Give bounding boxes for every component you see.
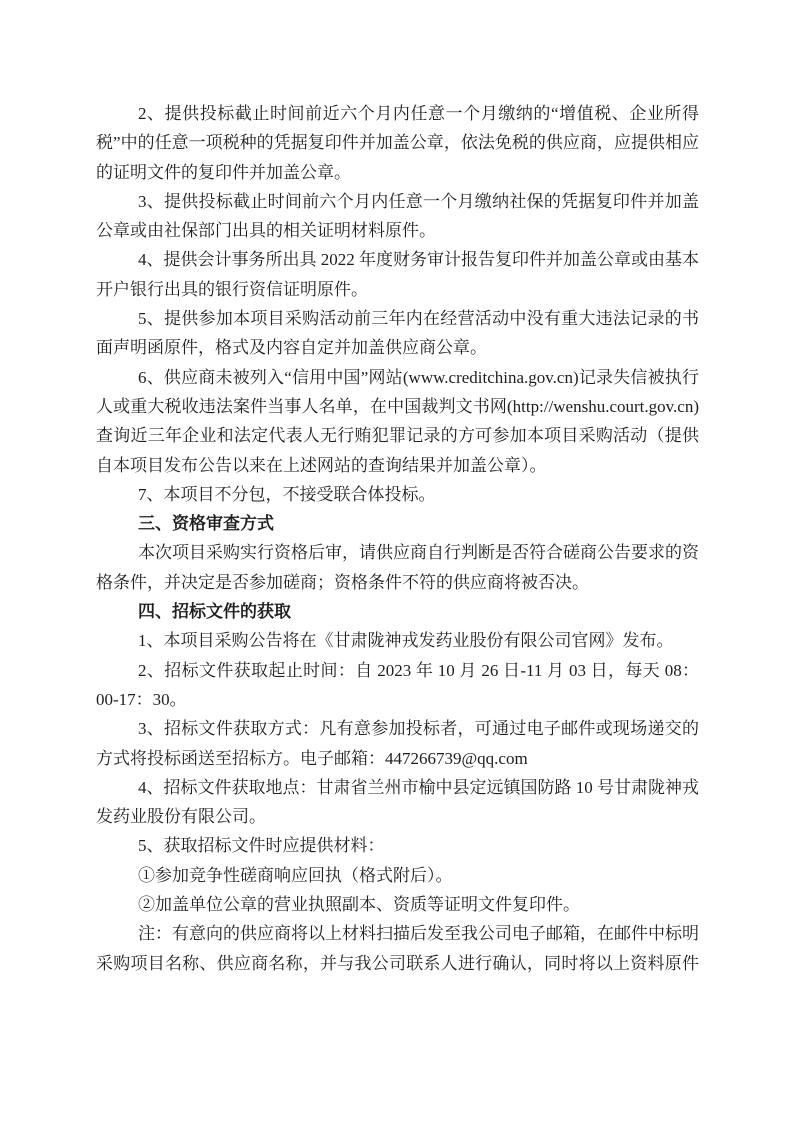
- paragraph: 2、招标文件获取起止时间：自 2023 年 10 月 26 日-11 月 03 日，每天 08：00-17：30。: [96, 660, 700, 709]
- latin-text: 10: [575, 777, 593, 797]
- latin-text: 4: [138, 250, 147, 270]
- latin-text: 10: [437, 660, 455, 680]
- latin-text: 1: [138, 631, 147, 651]
- latin-text: 2023: [377, 660, 412, 680]
- paragraph: 2、提供投标截止时间前近六个月内任意一个月缴纳的“增值税、企业所得税”中的任意一项税种的凭据复印件并加盖公章，依法免税的供应商，应提供相应的证明文件的复印件并加盖公章。: [96, 104, 699, 182]
- paragraph: ①参加竞争性磋商响应回执（格式附后）。: [138, 865, 453, 885]
- latin-text: 26: [481, 660, 499, 680]
- latin-text: 30: [152, 689, 170, 709]
- latin-text: -11: [520, 660, 543, 680]
- paragraph: 3、招标文件获取方式：凡有意参加投标者，可通过电子邮件或现场递交的方式将投标函送至招标方。电子邮箱：447266739@qq.com: [96, 719, 699, 768]
- latin-text: 2022: [320, 250, 355, 270]
- latin-text: 2: [138, 660, 147, 680]
- latin-text: 03: [569, 660, 586, 680]
- latin-text: 08: [664, 660, 682, 680]
- latin-text: 5: [138, 836, 147, 856]
- paragraph: 4、提供会计事务所出具 2022 年度财务审计报告复印件并加盖公章或由基本开户银行出具的银行资信证明原件。: [96, 250, 699, 299]
- section-heading: 三、资格审查方式: [138, 514, 274, 534]
- latin-text: 2: [138, 104, 147, 123]
- latin-text: 4: [138, 777, 147, 797]
- latin-text: 7: [138, 484, 147, 504]
- latin-text: (www.creditchina.gov.cn): [402, 367, 579, 387]
- latin-text: 3: [138, 719, 147, 739]
- paragraph: 本次项目采购实行资格后审，请供应商自行判断是否符合磋商公告要求的资格条件，并决定是否参加磋商；资格条件不符的供应商将被否决。: [96, 543, 699, 592]
- paragraph: 4、招标文件获取地点：甘肃省兰州市榆中县定远镇国防路 10 号甘肃陇神戎发药业股份有限公司。: [96, 777, 699, 827]
- paragraph: 注：有意向的供应商将以上材料扫描后发至我公司电子邮箱，在邮件中标明采购项目名称、供应商名称，并与我公司联系人进行确认，同时将以上资料原件: [96, 924, 699, 973]
- latin-text: 6: [138, 367, 147, 387]
- document-body: [96, 99, 699, 978]
- paragraph: ②加盖单位公章的营业执照副本、资质等证明文件复印件。: [138, 895, 580, 915]
- paragraph: 3、提供投标截止时间前六个月内任意一个月缴纳社保的凭据复印件并加盖公章或由社保部门出具的相关证明材料原件。: [96, 191, 699, 241]
- paragraph: 6、供应商未被列入“信用中国”网站(www.creditchina.gov.cn)记录失信被执行人或重大税收违法案件当事人名单，在中国裁判文书网(http://wenshu.court.gov.cn) 查询近三年企业和法定代表人无行贿犯罪记录的方可参加本项目采购活动（提供自本项目发布公告以来在上述网站的查询结果并加盖公章）。: [96, 367, 700, 475]
- section-heading: 四、招标文件的获取: [138, 602, 291, 622]
- paragraph: 1、本项目采购公告将在《甘肃陇神戎发药业股份有限公司官网》发布。: [138, 631, 674, 651]
- latin-text: (http://wenshu.court.gov.cn): [507, 396, 699, 416]
- paragraph: 5、提供参加本项目采购活动前三年内在经营活动中没有重大违法记录的书面声明函原件，格式及内容自定并加盖供应商公章。: [96, 309, 699, 358]
- latin-text: 447266739@qq.com: [385, 748, 528, 768]
- latin-text: 00-17: [96, 689, 136, 709]
- paragraph: 5、获取招标文件时应提供材料：: [138, 836, 385, 856]
- paragraph: 7、本项目不分包，不接受联合体投标。: [138, 484, 436, 504]
- latin-text: 5: [138, 309, 147, 329]
- latin-text: 3: [138, 191, 147, 211]
